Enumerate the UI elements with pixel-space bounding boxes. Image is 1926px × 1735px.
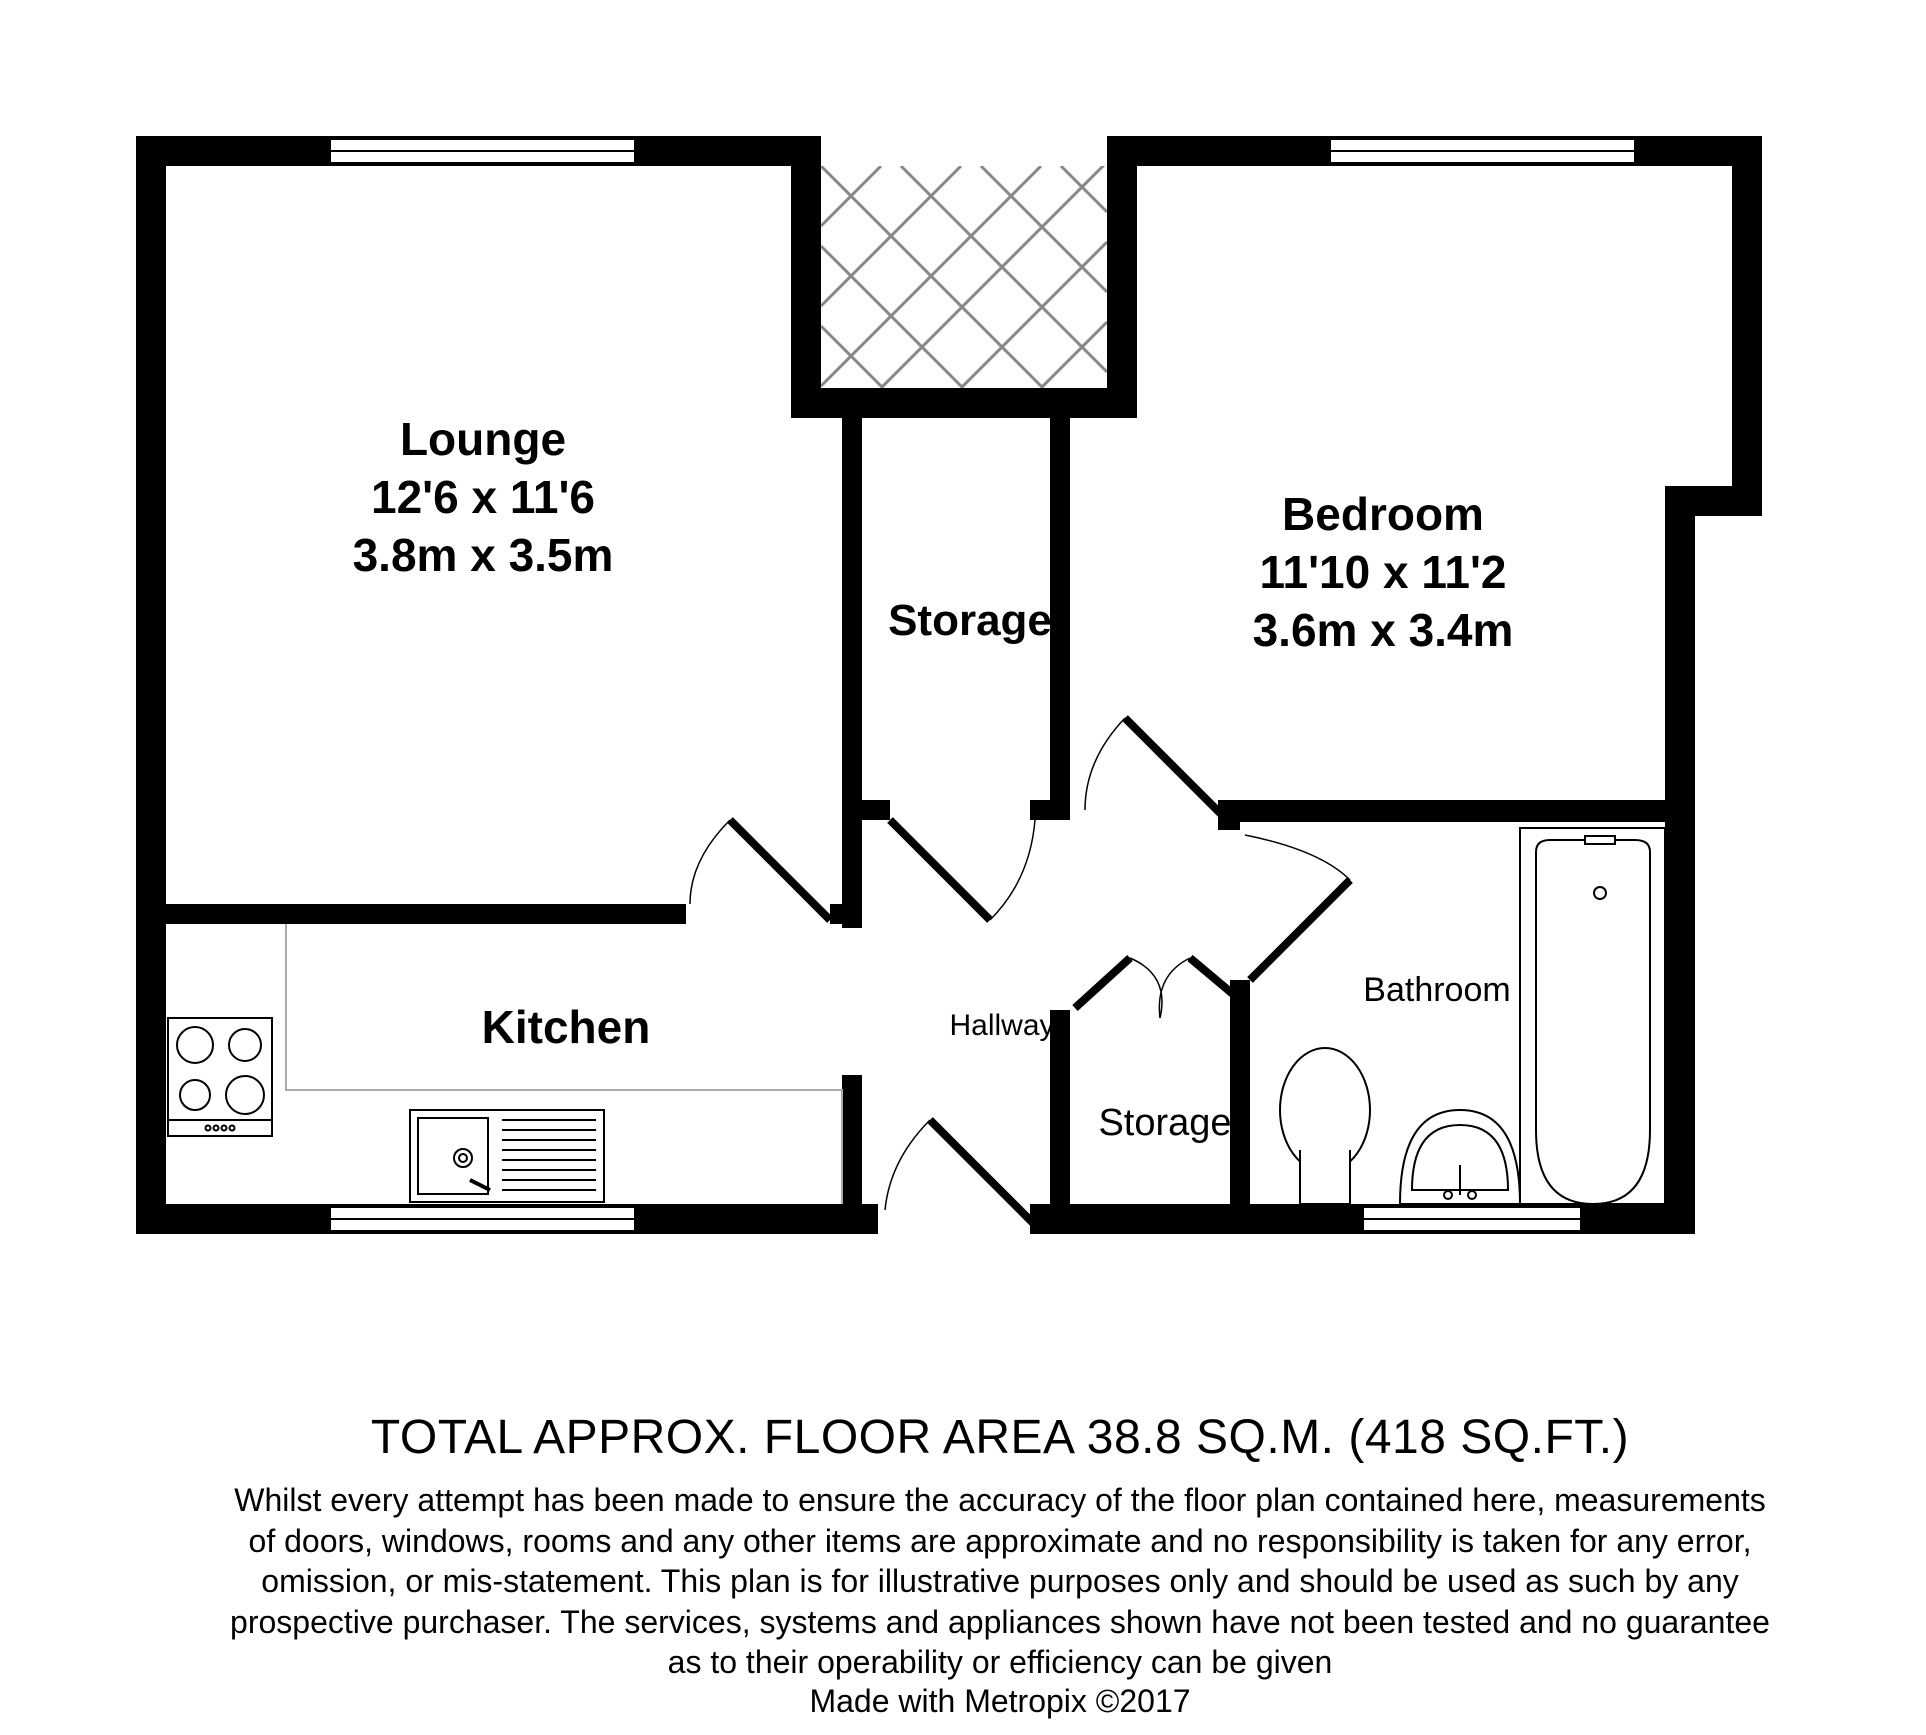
storage-top-name: Storage: [888, 596, 1052, 645]
storage-bottom-name: Storage: [1098, 1102, 1232, 1144]
lounge-name: Lounge: [399, 413, 567, 465]
lounge-size-metric: 3.8m x 3.5m: [352, 529, 614, 581]
disclaimer-line: Whilst every attempt has been made to ensure the accuracy of the floor plan contained here, measurements: [234, 1482, 1766, 1518]
made-with-credit: Made with Metropix ©2017: [809, 1683, 1191, 1719]
disclaimer-line: omission, or mis-statement. This plan is for illustrative purposes only and should be used as such by any: [261, 1563, 1739, 1599]
hob-icon: [168, 1018, 272, 1136]
bedroom-size-imperial: 11'10 x 11'2: [1259, 546, 1507, 598]
hallway-name: Hallway: [949, 1009, 1055, 1042]
disclaimer: [60, 1480, 1926, 1683]
void-lattice: [821, 162, 1107, 388]
toilet-icon: [1280, 1048, 1370, 1204]
bath-icon: [1520, 828, 1665, 1204]
bedroom-name: Bedroom: [1282, 488, 1484, 540]
bathroom-name: Bathroom: [1363, 971, 1511, 1009]
doors: [690, 718, 1350, 1225]
sink-icon: [410, 1110, 604, 1202]
basin-icon: [1400, 1110, 1520, 1204]
kitchen-name: Kitchen: [481, 1001, 651, 1053]
total-floor-area: TOTAL APPROX. FLOOR AREA 38.8 SQ.M. (418 SQ.FT.): [370, 1411, 1630, 1464]
lounge-size-imperial: 12'6 x 11'6: [371, 471, 595, 523]
disclaimer-line: of doors, windows, rooms and any other items are approximate and no responsibility is taken for any error,: [248, 1522, 1752, 1559]
bedroom-size-metric: 3.6m x 3.4m: [1252, 604, 1514, 656]
disclaimer-line: as to their operability or efficiency can be given: [667, 1644, 1333, 1680]
disclaimer-line: prospective purchaser. The services, systems and appliances shown have not been tested and no guarantee: [230, 1603, 1770, 1640]
